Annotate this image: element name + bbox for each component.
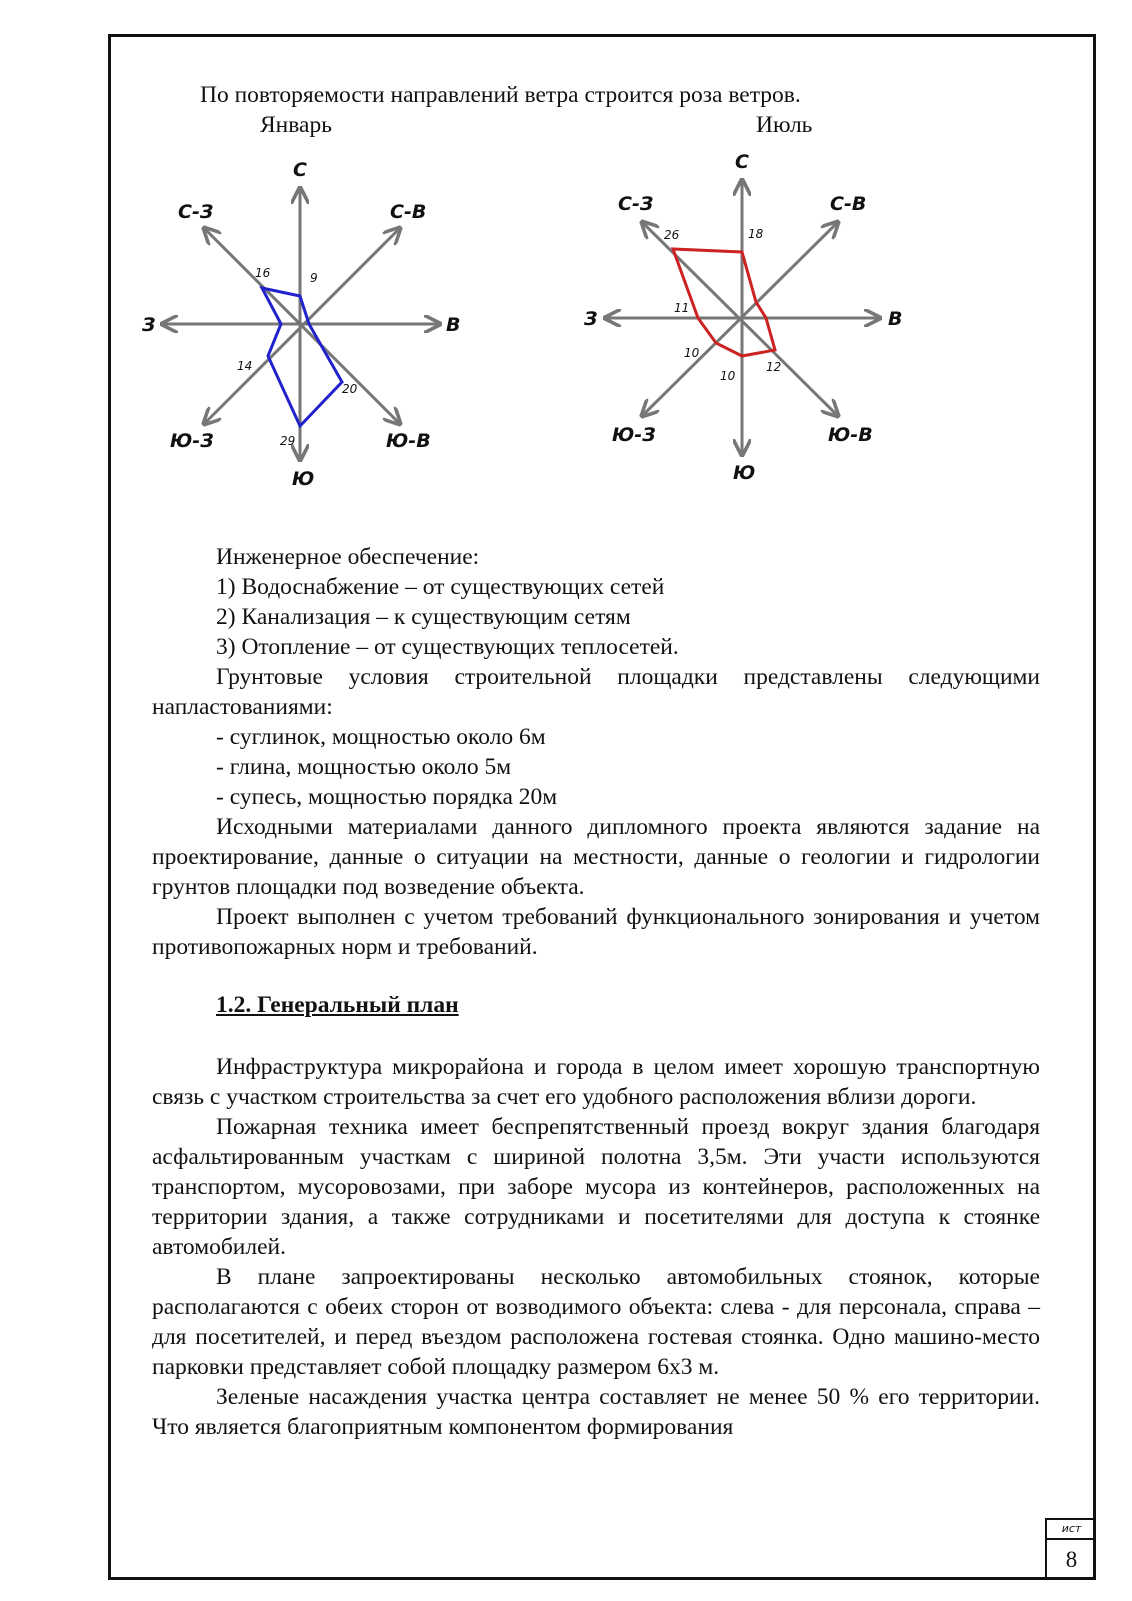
page-stamp <box>1045 1518 1096 1580</box>
engineering-item: 1) Водоснабжение – от существующих сетей <box>216 574 665 600</box>
dir-label-s: Ю <box>292 468 315 490</box>
rose-title-january: Январь <box>260 112 332 138</box>
soil-item: - супесь, мощностью порядка 20м <box>216 784 558 810</box>
dir-label-ne: С-В <box>830 193 867 215</box>
dir-label-e: В <box>888 308 903 330</box>
dir-label-nw: С-З <box>618 193 654 215</box>
engineering-item: 2) Канализация – к существующим сетям <box>216 604 631 630</box>
dir-label-sw: Ю-З <box>612 424 656 446</box>
page-number: 8 <box>1065 1547 1078 1572</box>
dir-label-n: С <box>293 159 307 181</box>
dir-label-se: Ю-В <box>828 424 873 446</box>
dir-label-nw: С-З <box>178 201 214 223</box>
stamp-label: ист <box>1047 1520 1096 1540</box>
value-n: 18 <box>748 227 764 241</box>
engineering-title: Инженерное обеспечение: <box>216 544 480 570</box>
dir-label-se: Ю-В <box>386 430 431 452</box>
soil-item: - суглинок, мощностью около 6м <box>216 724 546 750</box>
engineering-item: 3) Отопление – от существующих теплосетей. <box>216 634 679 660</box>
soil-intro: Грунтовые условия строительной площадки представлены следующими напластованиями: <box>152 664 1040 720</box>
rose-title-july: Июль <box>756 112 813 138</box>
paragraph-project: Проект выполнен с учетом требований функционального зонирования и учетом противопожарных норм и требований. <box>152 904 1040 960</box>
dir-label-ne: С-В <box>390 201 427 223</box>
value-nw: 16 <box>255 266 271 280</box>
plan-paragraph: В плане запроектированы несколько автомобильных стоянок, которые располагаются с обеих сторон от возводимого объекта: слева - для персонала, справа – для посетителей, и перед въездом расположена гостевая стоянка. Одно машино-место парковки представляет собой площадку размером 6х3 м. <box>152 1264 1040 1380</box>
dir-label-e: В <box>446 314 461 336</box>
intro-line: По повторяемости направлений ветра строится роза ветров. <box>200 82 801 108</box>
value-se: 12 <box>766 360 782 374</box>
body-block-1 <box>152 542 1040 962</box>
value-nw: 26 <box>664 228 680 242</box>
value-sw: 10 <box>684 346 700 360</box>
value-s: 10 <box>720 369 736 383</box>
value-s: 29 <box>280 434 296 448</box>
soil-item: - глина, мощностью около 5м <box>216 754 512 780</box>
dir-label-w: З <box>584 308 598 330</box>
value-n: 9 <box>310 271 318 285</box>
value-w: 11 <box>674 301 690 315</box>
body-block-2 <box>152 1052 1040 1442</box>
dir-label-sw: Ю-З <box>170 430 214 452</box>
section-heading: 1.2. Генеральный план <box>216 992 459 1018</box>
plan-paragraph: Пожарная техника имеет беспрепятственный проезд вокруг здания благодаря асфальтированным участкам с шириной полотна 3,5м. Эти участи используются транспортом, мусоровозами, при заборе мусора из контейнеров, расположенных на территории здания, а также сотрудниками и посетителями для доступа к стоянке автомобилей. <box>152 1114 1040 1260</box>
value-sw: 14 <box>237 359 253 373</box>
wind-rose-july <box>0 0 1132 520</box>
value-se: 20 <box>342 382 358 396</box>
paragraph-sources: Исходными материалами данного дипломного проекта являются задание на проектирование, данные о ситуации на местности, данные о геологии и гидрологии грунтов площадки под возведение объекта. <box>152 814 1040 900</box>
dir-label-s: Ю <box>733 462 756 484</box>
dir-label-w: З <box>142 314 156 336</box>
dir-label-n: С <box>735 151 749 173</box>
plan-paragraph: Зеленые насаждения участка центра составляет не менее 50 % его территории. Что является благоприятным компонентом формирования <box>152 1384 1040 1440</box>
plan-paragraph: Инфраструктура микрорайона и города в целом имеет хорошую транспортную связь с участком строительства за счет его удобного расположения вблизи дороги. <box>152 1054 1040 1110</box>
